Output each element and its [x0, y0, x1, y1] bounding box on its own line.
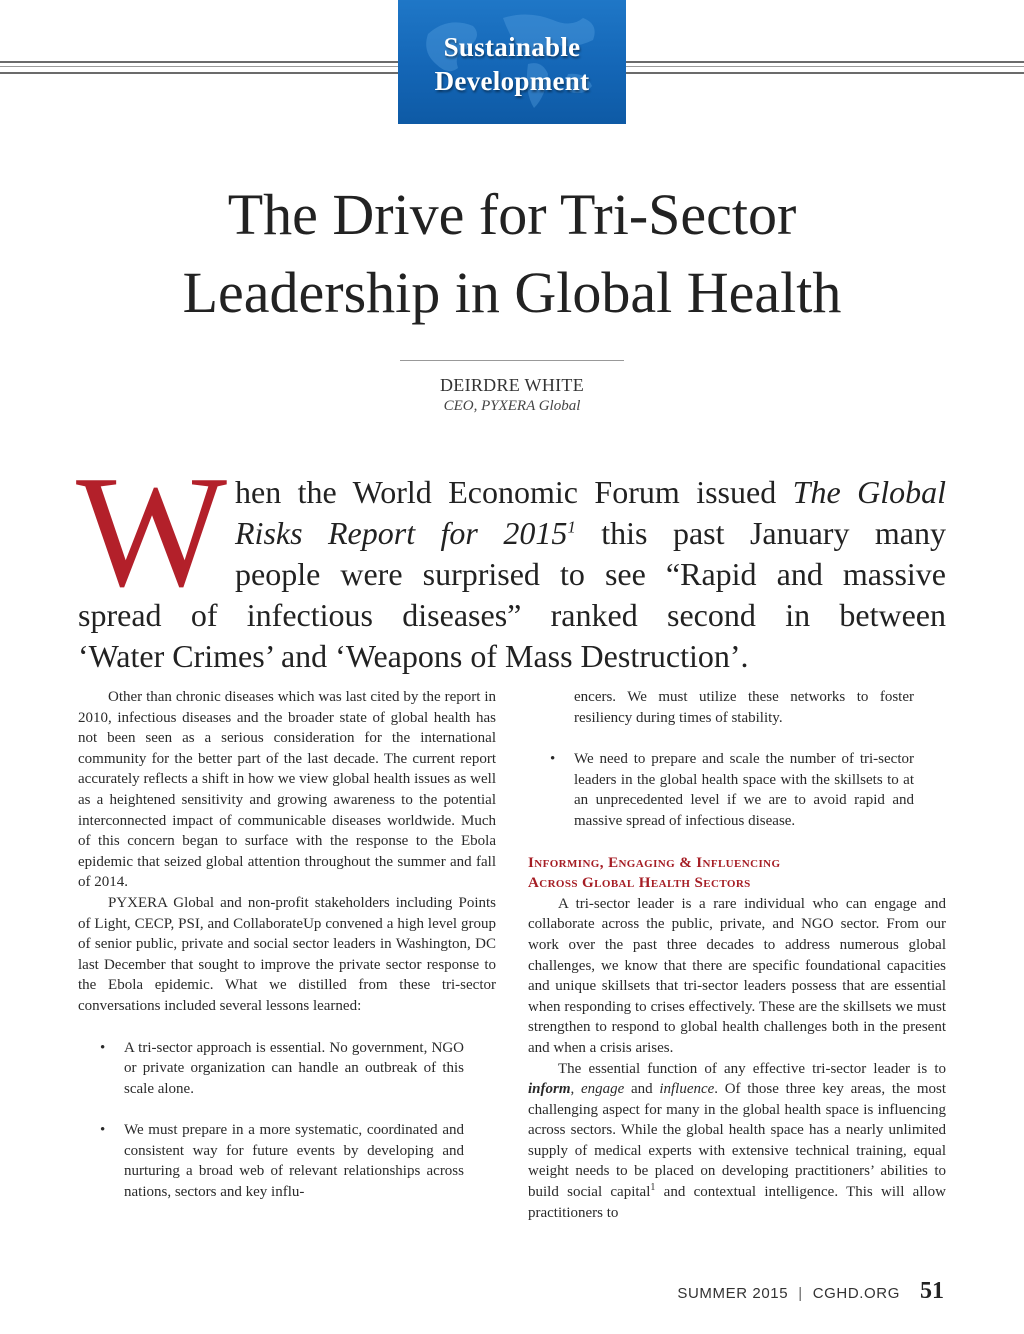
paragraph-text: The essential function of any effective tri-sector leader is to	[558, 1060, 946, 1077]
lessons-list-continued	[528, 687, 946, 832]
section-title-line1: Sustainable	[443, 32, 581, 62]
list-item	[78, 1038, 496, 1100]
keyword-influence: influence	[659, 1081, 715, 1098]
body-paragraph	[528, 1059, 946, 1224]
lead-line-1	[78, 472, 946, 513]
issue-label: SUMMER 2015	[677, 1285, 789, 1302]
drop-cap: W	[76, 442, 228, 620]
spacer	[78, 1099, 496, 1120]
lead-line-5: ‘Water Crimes’ and ‘Weapons of Mass Destruction’.	[78, 638, 749, 674]
section-subhead-line1: Informing, Engaging & Influencing	[528, 854, 781, 871]
body-paragraph: Other than chronic diseases which was last cited by the report in 2010, infectious diseases and the broader state of global health has not been seen as a serious consideration for the international community for the better part of the last decade. The current report accurately reflects a shift in how we view global health issues as well as a heightened sensitivity and growing awareness to the potential interconnected impact of communicable diseases worldwide. Much of this concern began to surface with the response to the Ebola epidemic that seized global attention throughout the summer and fall of 2014.	[78, 689, 496, 891]
spacer	[528, 728, 946, 749]
author-role: CEO, PYXERA Global	[443, 398, 581, 414]
header-rule-left	[0, 61, 398, 74]
page-footer	[677, 1278, 944, 1305]
report-title-italic: The Global	[792, 474, 947, 510]
report-title-italic-2	[235, 515, 576, 551]
lead-line1-text: hen the World Economic Forum issued	[235, 474, 793, 510]
body-paragraph: A tri-sector leader is a rare individual who can engage and collaborate across the public, private, and NGO sector. From our work over the past three decades to address numerous global challenges, we know that there are specific foundational capacities and unique skillsets that tri-sector leaders possess that are essential when responding to crises effectively. These are the skillsets we must strengthen to respond to global health challenges both in the present and when a crisis arises.	[528, 895, 946, 1056]
section-subhead-line2: Across Global Health Sectors	[528, 875, 751, 892]
header-rule-right	[626, 61, 1024, 74]
title-line1: The Drive for Tri-Sector	[227, 182, 797, 247]
bullet-icon: •	[550, 751, 556, 768]
body-column-left	[78, 687, 496, 1203]
body-column-right	[528, 687, 946, 1223]
section-badge	[398, 0, 626, 124]
bullet-icon: •	[100, 1122, 106, 1139]
bullet-icon: •	[100, 1039, 106, 1056]
lead-paragraph	[78, 472, 946, 677]
list-item-text: We must prepare in a more systematic, coordinated and consistent way for future events by developing and nurturing a broad web of relevant relationships across nations, sectors and key influ-	[124, 1122, 464, 1201]
lead-line-4: spread of infectious diseases” ranked second in between	[78, 597, 946, 633]
section-title-line2: Development	[434, 66, 590, 96]
page-number: 51	[920, 1278, 944, 1304]
footnote-ref: 1	[567, 517, 576, 537]
list-item-text: We need to prepare and scale the number of tri-sector leaders in the global health space with the skillsets to at an unprecedented level if we are to avoid rapid and massive spread of infectious disease.	[574, 751, 914, 829]
lead-line2-italic: Risks Report for 2015	[235, 515, 568, 551]
author-name: DEIRDRE WHITE	[439, 375, 585, 395]
article-title	[40, 176, 984, 332]
list-item	[528, 687, 946, 728]
list-item-text: encers. We must utilize these networks to foster resiliency during times of stability.	[574, 689, 914, 726]
paragraph-text: . Of those three key areas, the most challenging aspect for many in the global health space is influencing across sectors. While the global health space has a nearly unlimited supply of medical experts with extensive technical training, equal weight needs to be placed on developing practitioners’ abilities to build social capital	[528, 1081, 946, 1201]
list-item-text: A tri-sector approach is essential. No government, NGO or private organization can handle an outbreak of this scale alone.	[124, 1039, 464, 1097]
paragraph-text: ,	[570, 1081, 581, 1098]
spacer	[78, 1017, 496, 1038]
keyword-inform: inform	[528, 1081, 571, 1098]
lead-line2-text: this past January many	[575, 515, 947, 551]
footnote-ref: 1	[650, 1182, 656, 1194]
list-item	[78, 1120, 496, 1202]
body-paragraph: PYXERA Global and non-profit stakeholders including Points of Light, CECP, PSI, and CollaborateUp convened a high level group of senior public, private and social sector leaders in Washington, DC last December that sought to improve the private sector response to the Ebola epidemic. What we distilled from these tri-sector conversations included several lessons learned:	[78, 894, 496, 1014]
byline-divider	[400, 360, 624, 361]
spacer	[528, 832, 946, 853]
list-item	[528, 749, 946, 831]
site-label: CGHD.ORG	[812, 1285, 900, 1302]
keyword-engage: engage	[580, 1081, 625, 1098]
lead-line-2	[78, 513, 946, 554]
title-line2: Leadership in Global Health	[182, 260, 842, 325]
paragraph-text: and	[624, 1081, 660, 1098]
lessons-list	[78, 1038, 496, 1203]
lead-line-3: people were surprised to see “Rapid and massive	[235, 556, 946, 592]
paragraph-text: and contextual intelligence. This will allow practitioners to	[528, 1184, 946, 1221]
footer-separator: |	[798, 1285, 803, 1302]
